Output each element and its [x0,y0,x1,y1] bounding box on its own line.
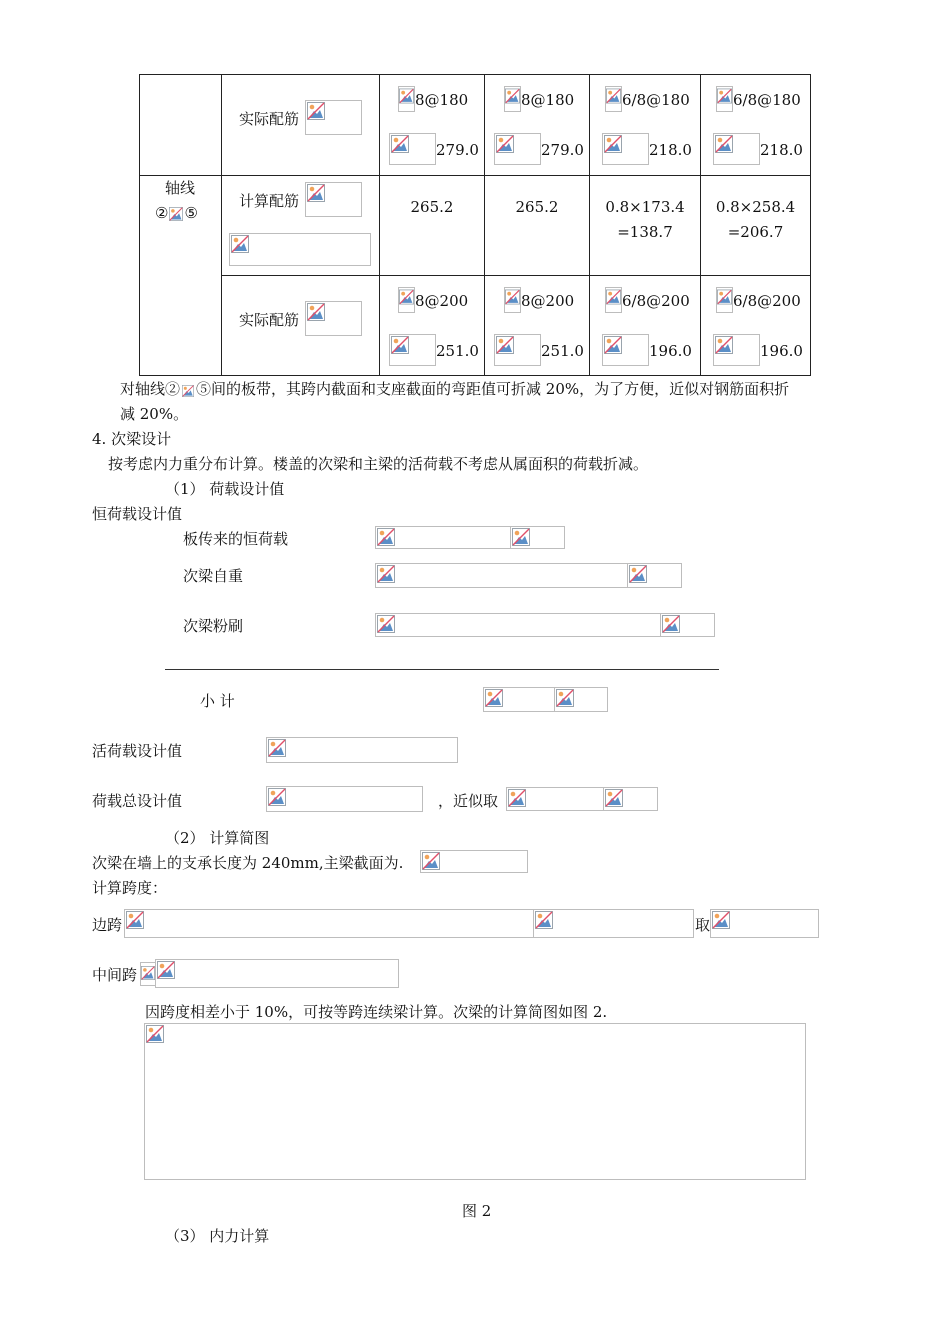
formula-image [510,526,565,549]
dead-load-item: 次梁自重 [183,567,244,585]
rebar-symbol-image [605,86,622,112]
table-border [810,74,811,376]
formula-image [554,687,608,712]
support-text: 次梁在墙上的支承长度为 240mm,主梁截面为. [92,854,404,872]
live-load-label: 活荷载设计值 [92,742,183,760]
rebar-spec: 6/8@200 [622,292,690,310]
end-span-label: 边跨 [92,916,123,934]
note-line-1: 对轴线② ⑤间的板带，其跨内截面和支座截面的弯距值可折减 20%，为了方便，近似对钢筋面积折 [120,380,790,398]
calc-area: 0.8×258.4 [715,198,796,216]
rebar-symbol-image [605,287,622,313]
formula-image [124,909,535,938]
table-border [139,375,811,376]
subsection-heading: （2） 计算简图 [165,829,270,847]
axis-label-range: ② ⑤ [155,204,198,222]
row-label-actual: 实际配筋 [239,311,300,329]
rebar-symbol-image [398,86,415,112]
formula-image [180,385,196,397]
rebar-symbol-image [398,287,415,313]
formula-image [229,233,371,266]
formula-image [266,786,423,812]
formula-image [375,526,511,549]
total-load-label: 荷载总设计值 [92,792,183,810]
subtotal-label: 小 计 [200,692,235,710]
formula-image [420,850,528,873]
table-border [139,74,811,75]
section-heading: 4. 次梁设计 [92,430,172,448]
formula-image [710,909,819,938]
calc-area: 265.2 [515,198,559,216]
rebar-spec: 6/8@180 [622,91,690,109]
row-label-calc: 计算配筋 [239,192,300,210]
approx-label: ，近似取 [438,792,499,810]
formula-image [266,737,458,763]
steel-area: 279.0 [541,141,584,159]
formula-image [660,613,715,637]
section-intro: 按考虑内力重分布计算。楼盖的次梁和主梁的活荷载不考虑从属面积的荷载折减。 [108,455,649,473]
steel-area: 218.0 [760,141,803,159]
formula-image [305,301,362,336]
formula-image [155,959,399,988]
steel-area: 218.0 [649,141,692,159]
formula-image [389,133,436,165]
dead-load-title: 恒荷载设计值 [92,505,183,523]
formula-image [140,962,156,986]
rebar-spec: 8@200 [521,292,575,310]
axis-label: 轴线 [165,179,196,197]
formula-image [305,100,362,135]
rebar-spec: 8@200 [415,292,469,310]
formula-image [375,563,628,588]
formula-image [533,909,694,938]
subsection-heading: （1） 荷载设计值 [165,480,285,498]
calc-area: 265.2 [410,198,454,216]
steel-area: 196.0 [649,342,692,360]
rebar-symbol-image [504,86,521,112]
formula-image [483,687,555,712]
table-border [139,175,811,176]
note-line-2: 减 20%。 [120,405,189,423]
span-title: 计算跨度： [92,879,168,897]
steel-area: 279.0 [436,141,479,159]
formula-image [168,207,184,221]
sum-rule [165,669,719,670]
row-label-actual: 实际配筋 [239,110,300,128]
steel-area: 251.0 [436,342,479,360]
take-label: 取 [695,916,711,934]
rebar-symbol-image [504,287,521,313]
calc-area-reduced: =138.7 [617,223,673,241]
formula-image [602,334,649,366]
figure-caption: 图 2 [462,1202,492,1220]
table-border [221,275,811,276]
formula-image [713,133,760,165]
formula-image [375,613,661,637]
steel-area: 196.0 [760,342,803,360]
table-border [221,74,222,376]
rebar-spec: 8@180 [521,91,575,109]
table-border [484,74,485,376]
steel-area: 251.0 [541,342,584,360]
mid-span-label: 中间跨 [92,966,138,984]
table-border [379,74,380,376]
formula-image [389,334,436,366]
formula-image [627,563,682,588]
rebar-spec: 8@180 [415,91,469,109]
rebar-symbol-image [716,86,733,112]
figure-2-image [144,1023,806,1180]
formula-image [713,334,760,366]
calc-area-reduced: =206.7 [727,223,784,241]
calc-area: 0.8×173.4 [605,198,685,216]
formula-image [603,787,658,811]
rebar-spec: 6/8@200 [733,292,801,310]
span-diff-text: 因跨度相差小于 10%，可按等跨连续梁计算。次梁的计算简图如图 2. [145,1003,608,1021]
dead-load-item: 板传来的恒荷载 [183,530,289,548]
rebar-symbol-image [716,287,733,313]
rebar-spec: 6/8@180 [733,91,801,109]
subsection-heading: （3） 内力计算 [165,1227,270,1245]
formula-image [494,334,541,366]
formula-image [494,133,541,165]
formula-image [506,787,605,811]
formula-image [602,133,649,165]
table-border [139,74,140,376]
dead-load-item: 次梁粉刷 [183,617,244,635]
formula-image [305,182,362,217]
